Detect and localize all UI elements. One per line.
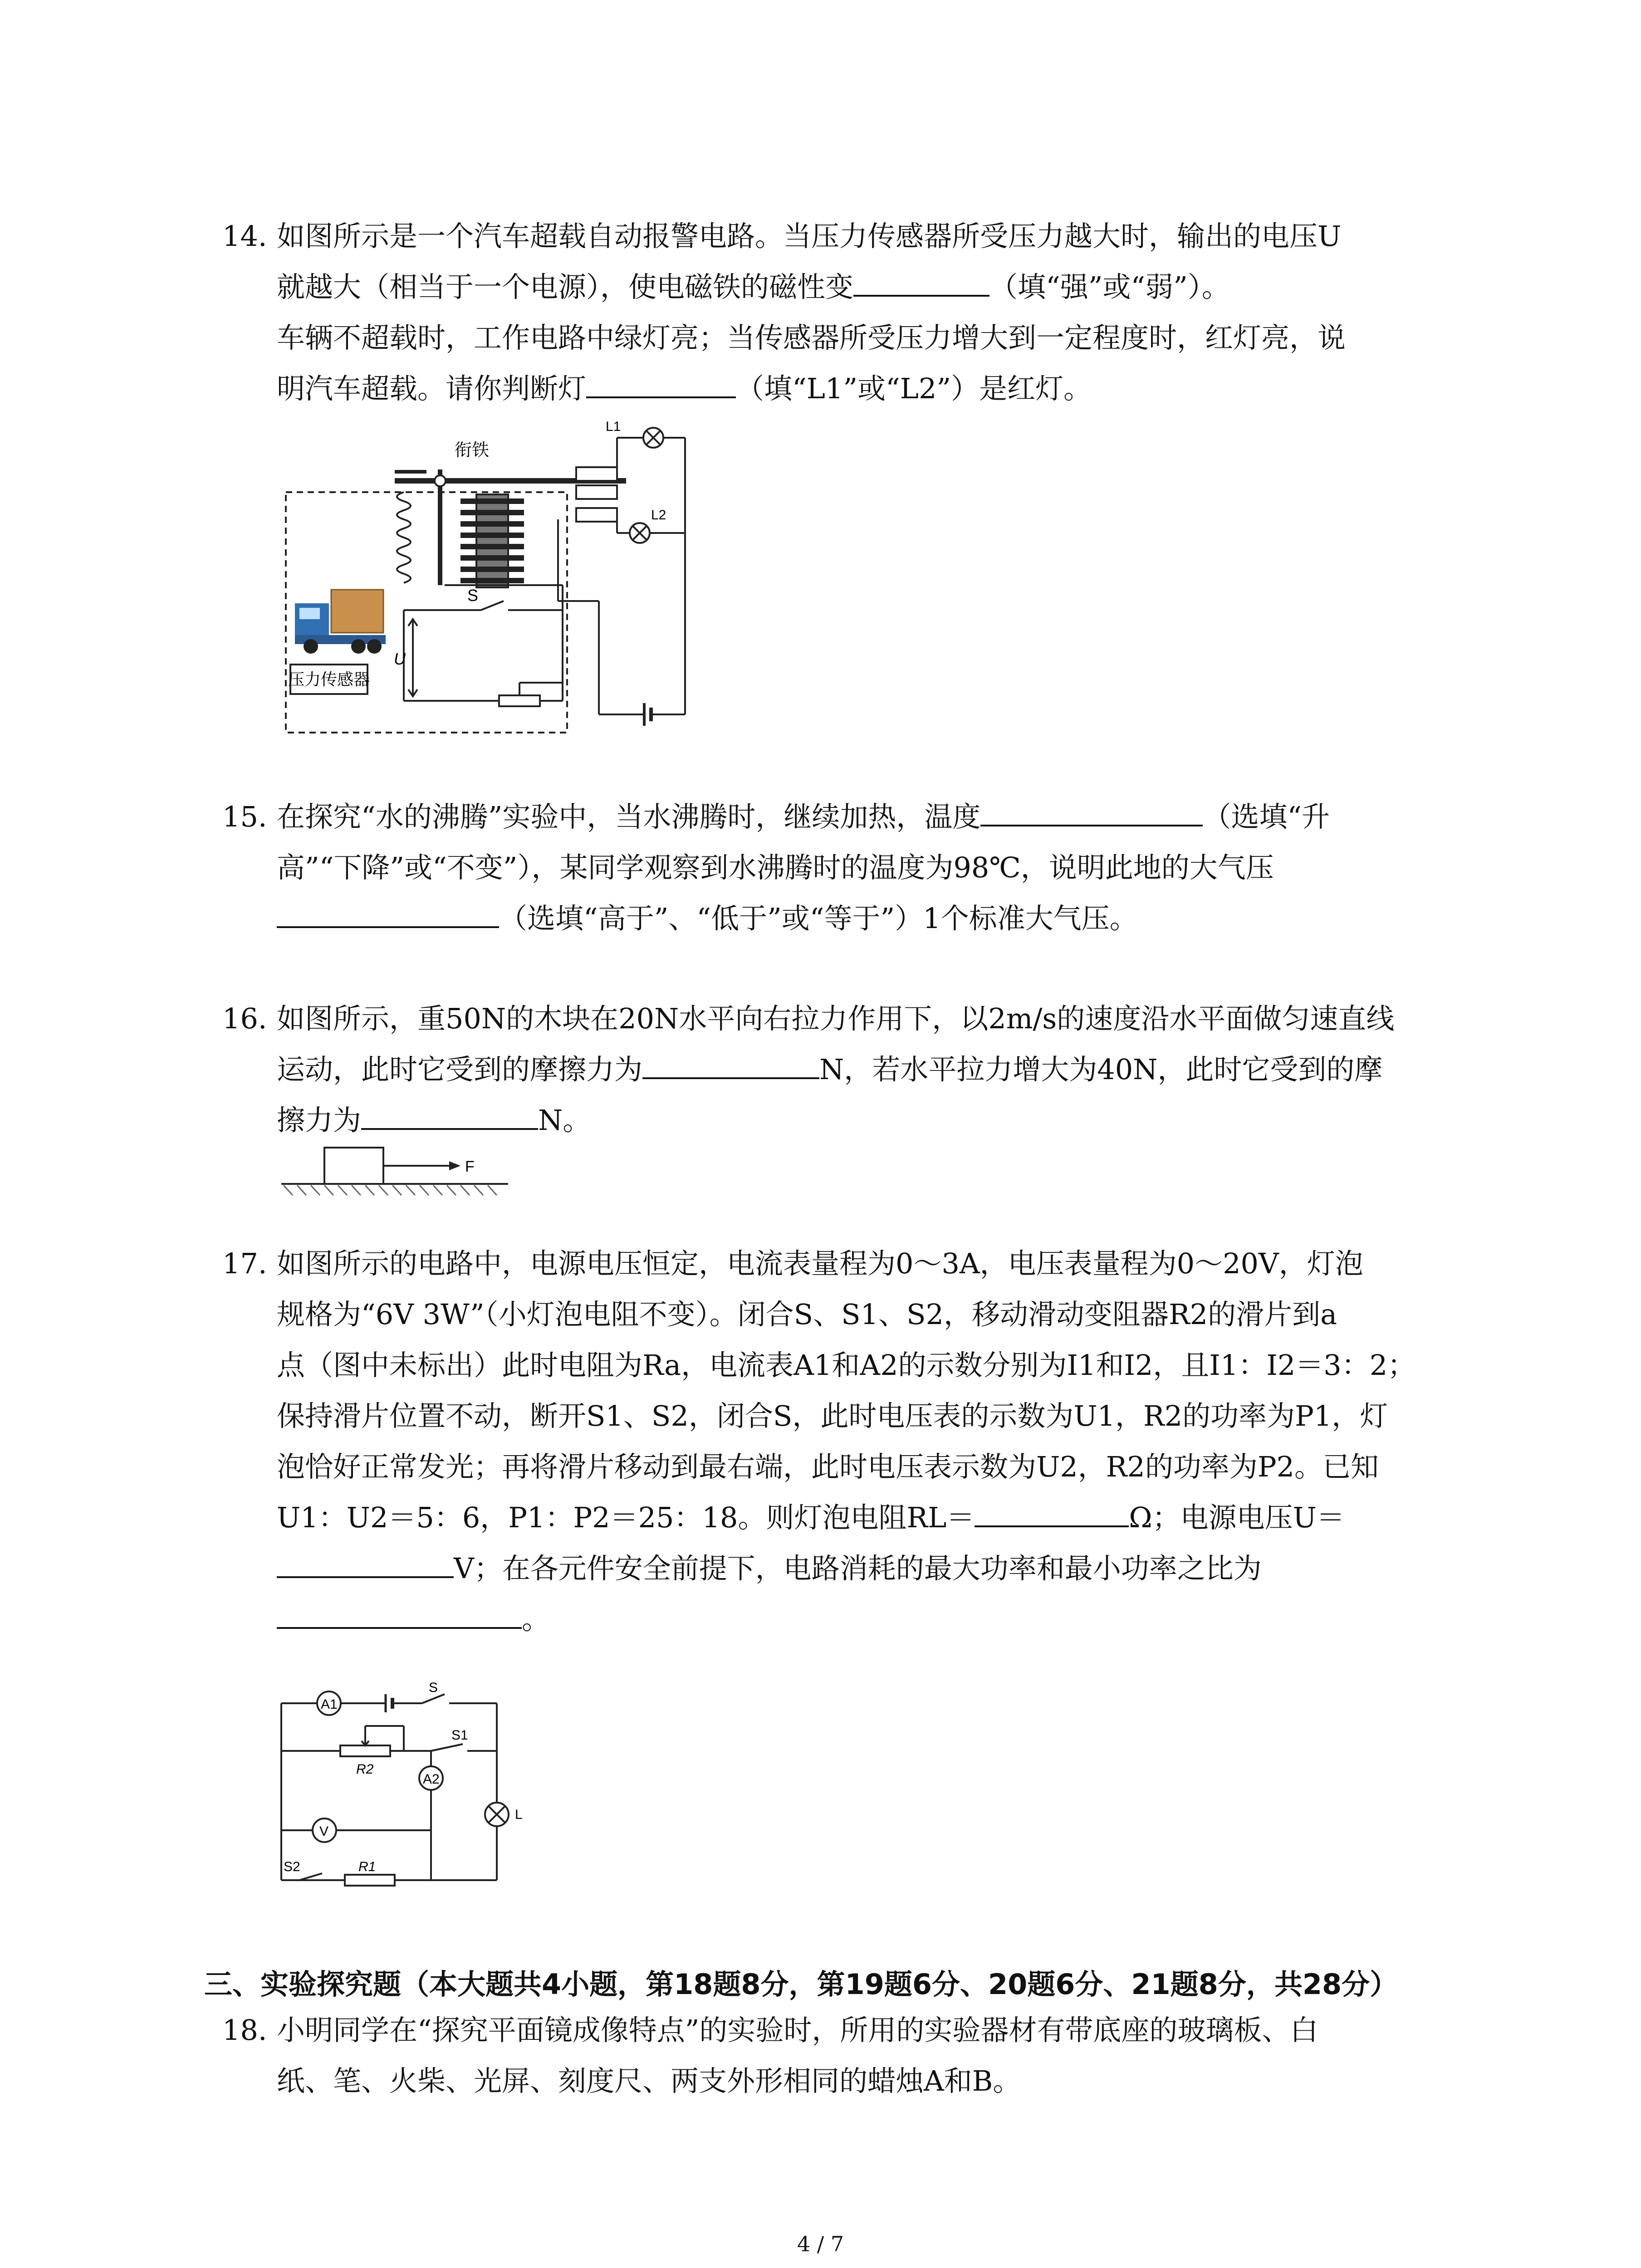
question-number: 18. [222, 2014, 267, 2047]
question-line: （选填“高于”、“低于”或“等于”）1个标准大气压。 [277, 893, 1456, 944]
question-line: 点（图中未标出）此时电阻为Ra，电流表A1和A2的示数分别为I1和I2，且I1：I2＝3：2； [277, 1349, 1416, 1382]
question-15 [222, 792, 1456, 944]
question-line: 保持滑片位置不动，断开S1、S2，闭合S，此时电压表的示数为U1，R2的功率为P1，灯 [277, 1399, 1388, 1432]
question-line: 擦力为 N。 [277, 1095, 1456, 1146]
voltage-label: U [394, 650, 406, 668]
question-line: 高”“下降”或“不变”），某同学观察到水沸腾时的温度为98℃，说明此地的大气压 [277, 851, 1274, 884]
answer-blank[interactable] [853, 268, 989, 297]
ammeter-a1-label: A1 [321, 1697, 338, 1712]
lamp-l1-label: L1 [606, 419, 621, 434]
question-17 [222, 1238, 1456, 1645]
question-number: 15. [222, 800, 267, 833]
question-line: 如图所示的电路中，电源电压恒定，电流表量程为0～3A，电压表量程为0～20V，灯泡 [277, 1247, 1363, 1280]
lamp-label: L [515, 1807, 523, 1822]
question-line: 车辆不超载时，工作电路中绿灯亮；当传感器所受压力增大到一定程度时，红灯亮，说 [277, 321, 1346, 354]
answer-blank[interactable] [277, 1600, 522, 1629]
question-number: 17. [222, 1247, 267, 1280]
question-18 [222, 2005, 1456, 2107]
switch-s-label: S [429, 1681, 438, 1695]
page-number: 4 / 7 [797, 2232, 844, 2256]
question-line: 如图所示是一个汽车超载自动报警电路。当压力传感器所受压力越大时，输出的电压U [277, 220, 1342, 253]
question-line: 运动，此时它受到的摩擦力为 N，若水平拉力增大为40N，此时它受到的摩 [277, 1044, 1456, 1095]
answer-blank[interactable] [642, 1050, 819, 1079]
answer-blank[interactable] [586, 369, 736, 398]
ammeter-a2-label: A2 [423, 1772, 440, 1787]
answer-blank[interactable] [975, 1498, 1129, 1527]
question-line: 泡恰好正常发光；再将滑片移动到最右端，此时电压表示数为U2，R2的功率为P2。已知 [277, 1450, 1379, 1483]
answer-blank[interactable] [277, 1549, 454, 1578]
variable-resistor-circuit-figure [272, 1681, 544, 1889]
question-line: U1：U2＝5：6，P1：P2＝25：18。则灯泡电阻RL＝ Ω；电源电压U＝ [277, 1492, 1456, 1543]
block-force-figure [281, 1145, 517, 1200]
question-14 [222, 211, 1456, 414]
answer-blank[interactable] [980, 797, 1203, 826]
question-line: 就越大（相当于一个电源），使电磁铁的磁性变 （填“强”或“弱”）。 [277, 262, 1456, 313]
question-line: 明汽车超载。请你判断灯 （填“L1”或“L2”）是红灯。 [277, 363, 1456, 414]
question-number: 14. [222, 220, 267, 253]
switch-label: S [467, 586, 479, 605]
switch-s2-label: S2 [284, 1859, 300, 1874]
question-line: 规格为“6V 3W”（小灯泡电阻不变）。闭合S、S1、S2，移动滑动变阻器R2的滑片到a [277, 1298, 1337, 1331]
lamp-l2-label: L2 [651, 508, 666, 523]
switch-s1-label: S1 [451, 1728, 468, 1743]
voltmeter-label: V [319, 1824, 329, 1839]
sensor-label: 压力传感器 [288, 670, 370, 689]
question-line: V；在各元件安全前提下，电路消耗的最大功率和最小功率之比为 [277, 1543, 1456, 1594]
armature-label: 衔铁 [454, 441, 490, 460]
question-line: 纸、笔、火柴、光屏、刻度尺、两支外形相同的蜡烛A和B。 [277, 2064, 1021, 2097]
truck-icon [295, 590, 386, 654]
resistor-r1-label: R1 [358, 1859, 376, 1874]
answer-blank[interactable] [361, 1101, 538, 1130]
question-line: 。 [277, 1594, 1456, 1645]
section-heading: 三、实验探究题（本大题共4小题，第18题8分，第19题6分、20题6分、21题8分，共28分） [204, 1968, 1398, 2001]
force-label: F [465, 1158, 475, 1175]
question-line: 如图所示，重50N的木块在20N水平向右拉力作用下，以2m/s的速度沿水平面做匀速直线 [277, 1002, 1395, 1035]
resistor-r2-label: R2 [356, 1762, 374, 1777]
question-line: 小明同学在“探究平面镜成像特点”的实验时，所用的实验器材有带底座的玻璃板、白 [277, 2014, 1318, 2047]
answer-blank[interactable] [277, 899, 499, 928]
question-16 [222, 993, 1456, 1146]
overload-alarm-circuit-figure [281, 411, 699, 742]
question-number: 16. [222, 1002, 267, 1035]
question-line: 在探究“水的沸腾”实验中，当水沸腾时，继续加热，温度 （选填“升 [277, 792, 1456, 842]
